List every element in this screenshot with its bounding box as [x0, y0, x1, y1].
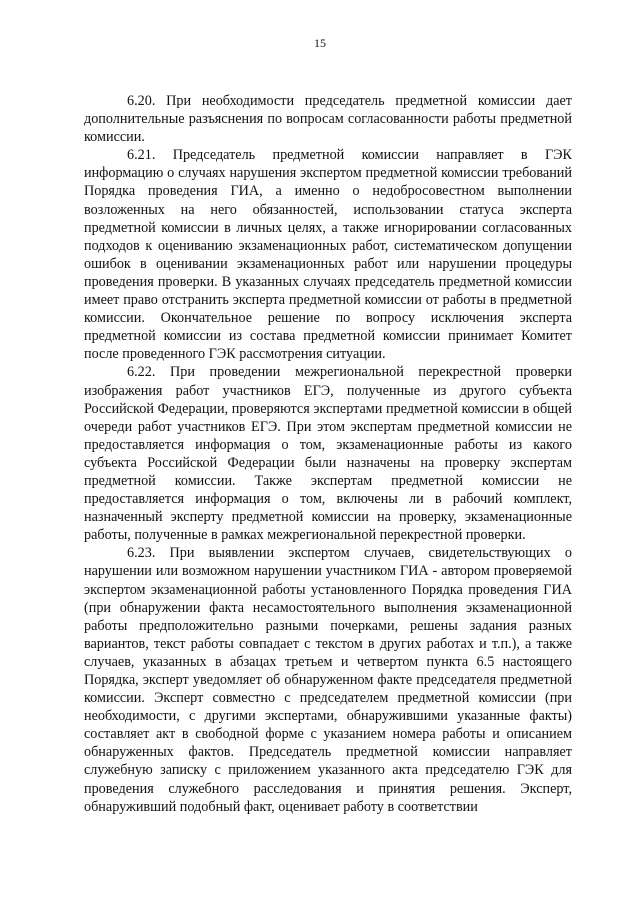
- page-number: 15: [314, 36, 326, 50]
- paragraph-6-22: 6.22. При проведении межрегиональной перекрестной проверки изображения работ участников ЕГЭ, полученные из другого субъекта Российской Федерации, проверяются экспертами предметной комиссии в общей очереди работ участников ЕГЭ. При этом экспертам предметной комиссии не предоставляется информация о том, экзаменационные работы из какого субъекта Российской Федерации были назначены на проверку экспертам предметной комиссии. Также экспертам предметной комиссии не предоставляется информация о том, включены ли в рабочий комплект, назначенный эксперту предметной комиссии на проверку, экзаменационные работы, полученные в рамках межрегиональной перекрестной проверки.: [84, 364, 572, 544]
- paragraph-6-20: 6.20. При необходимости председатель предметной комиссии дает дополнительные разъяснения по вопросам согласованности работы предметной комиссии.: [84, 93, 572, 146]
- paragraph-6-21: 6.21. Председатель предметной комиссии направляет в ГЭК информацию о случаях нарушения экспертом предметной комиссии требований Порядка проведения ГИА, а именно о недобросовестном выполнении возложенных на него обязанностей, использовании статуса эксперта предметной комиссии в личных целях, а также игнорировании согласованных подходов к оцениванию экзаменационных работ, систематическом допущении ошибок в оценивании экзаменационных работ или нарушении процедуры проведения проверки. В указанных случаях председатель предметной комиссии имеет право отстранить эксперта предметной комиссии от работы в предметной комиссии. Окончательное решение по вопросу исключения эксперта предметной комиссии из состава предметной комиссии принимает Комитет после проведенного ГЭК рассмотрения ситуации.: [84, 147, 572, 363]
- paragraph-6-23: 6.23. При выявлении экспертом случаев, свидетельствующих о нарушении или возможном нарушении участником ГИА - автором проверяемой экспертом экзаменационной работы установленного Порядка проведения ГИА (при обнаружении факта несамостоятельного выполнения экзаменационной работы предположительно разными почерками, решены задания разных вариантов, текст работы совпадает с текстом в других работах и т.п.), а также случаев, указанных в абзацах третьем и четвертом пункта 6.5 настоящего Порядка, эксперт уведомляет об обнаруженном факте председателя предметной комиссии. Эксперт совместно с председателем предметной комиссии (при необходимости, с другими экспертами, обнаружившими указанные факты) составляет акт в свободной форме с указанием номера работы и описанием обнаруженных фактов. Председатель предметной комиссии направляет служебную записку с приложением указанного акта председателю ГЭК для проведения служебного расследования и принятия решения. Эксперт, обнаруживший подобный факт, оценивает работу в соответствии: [84, 545, 572, 815]
- document-body: [84, 92, 572, 816]
